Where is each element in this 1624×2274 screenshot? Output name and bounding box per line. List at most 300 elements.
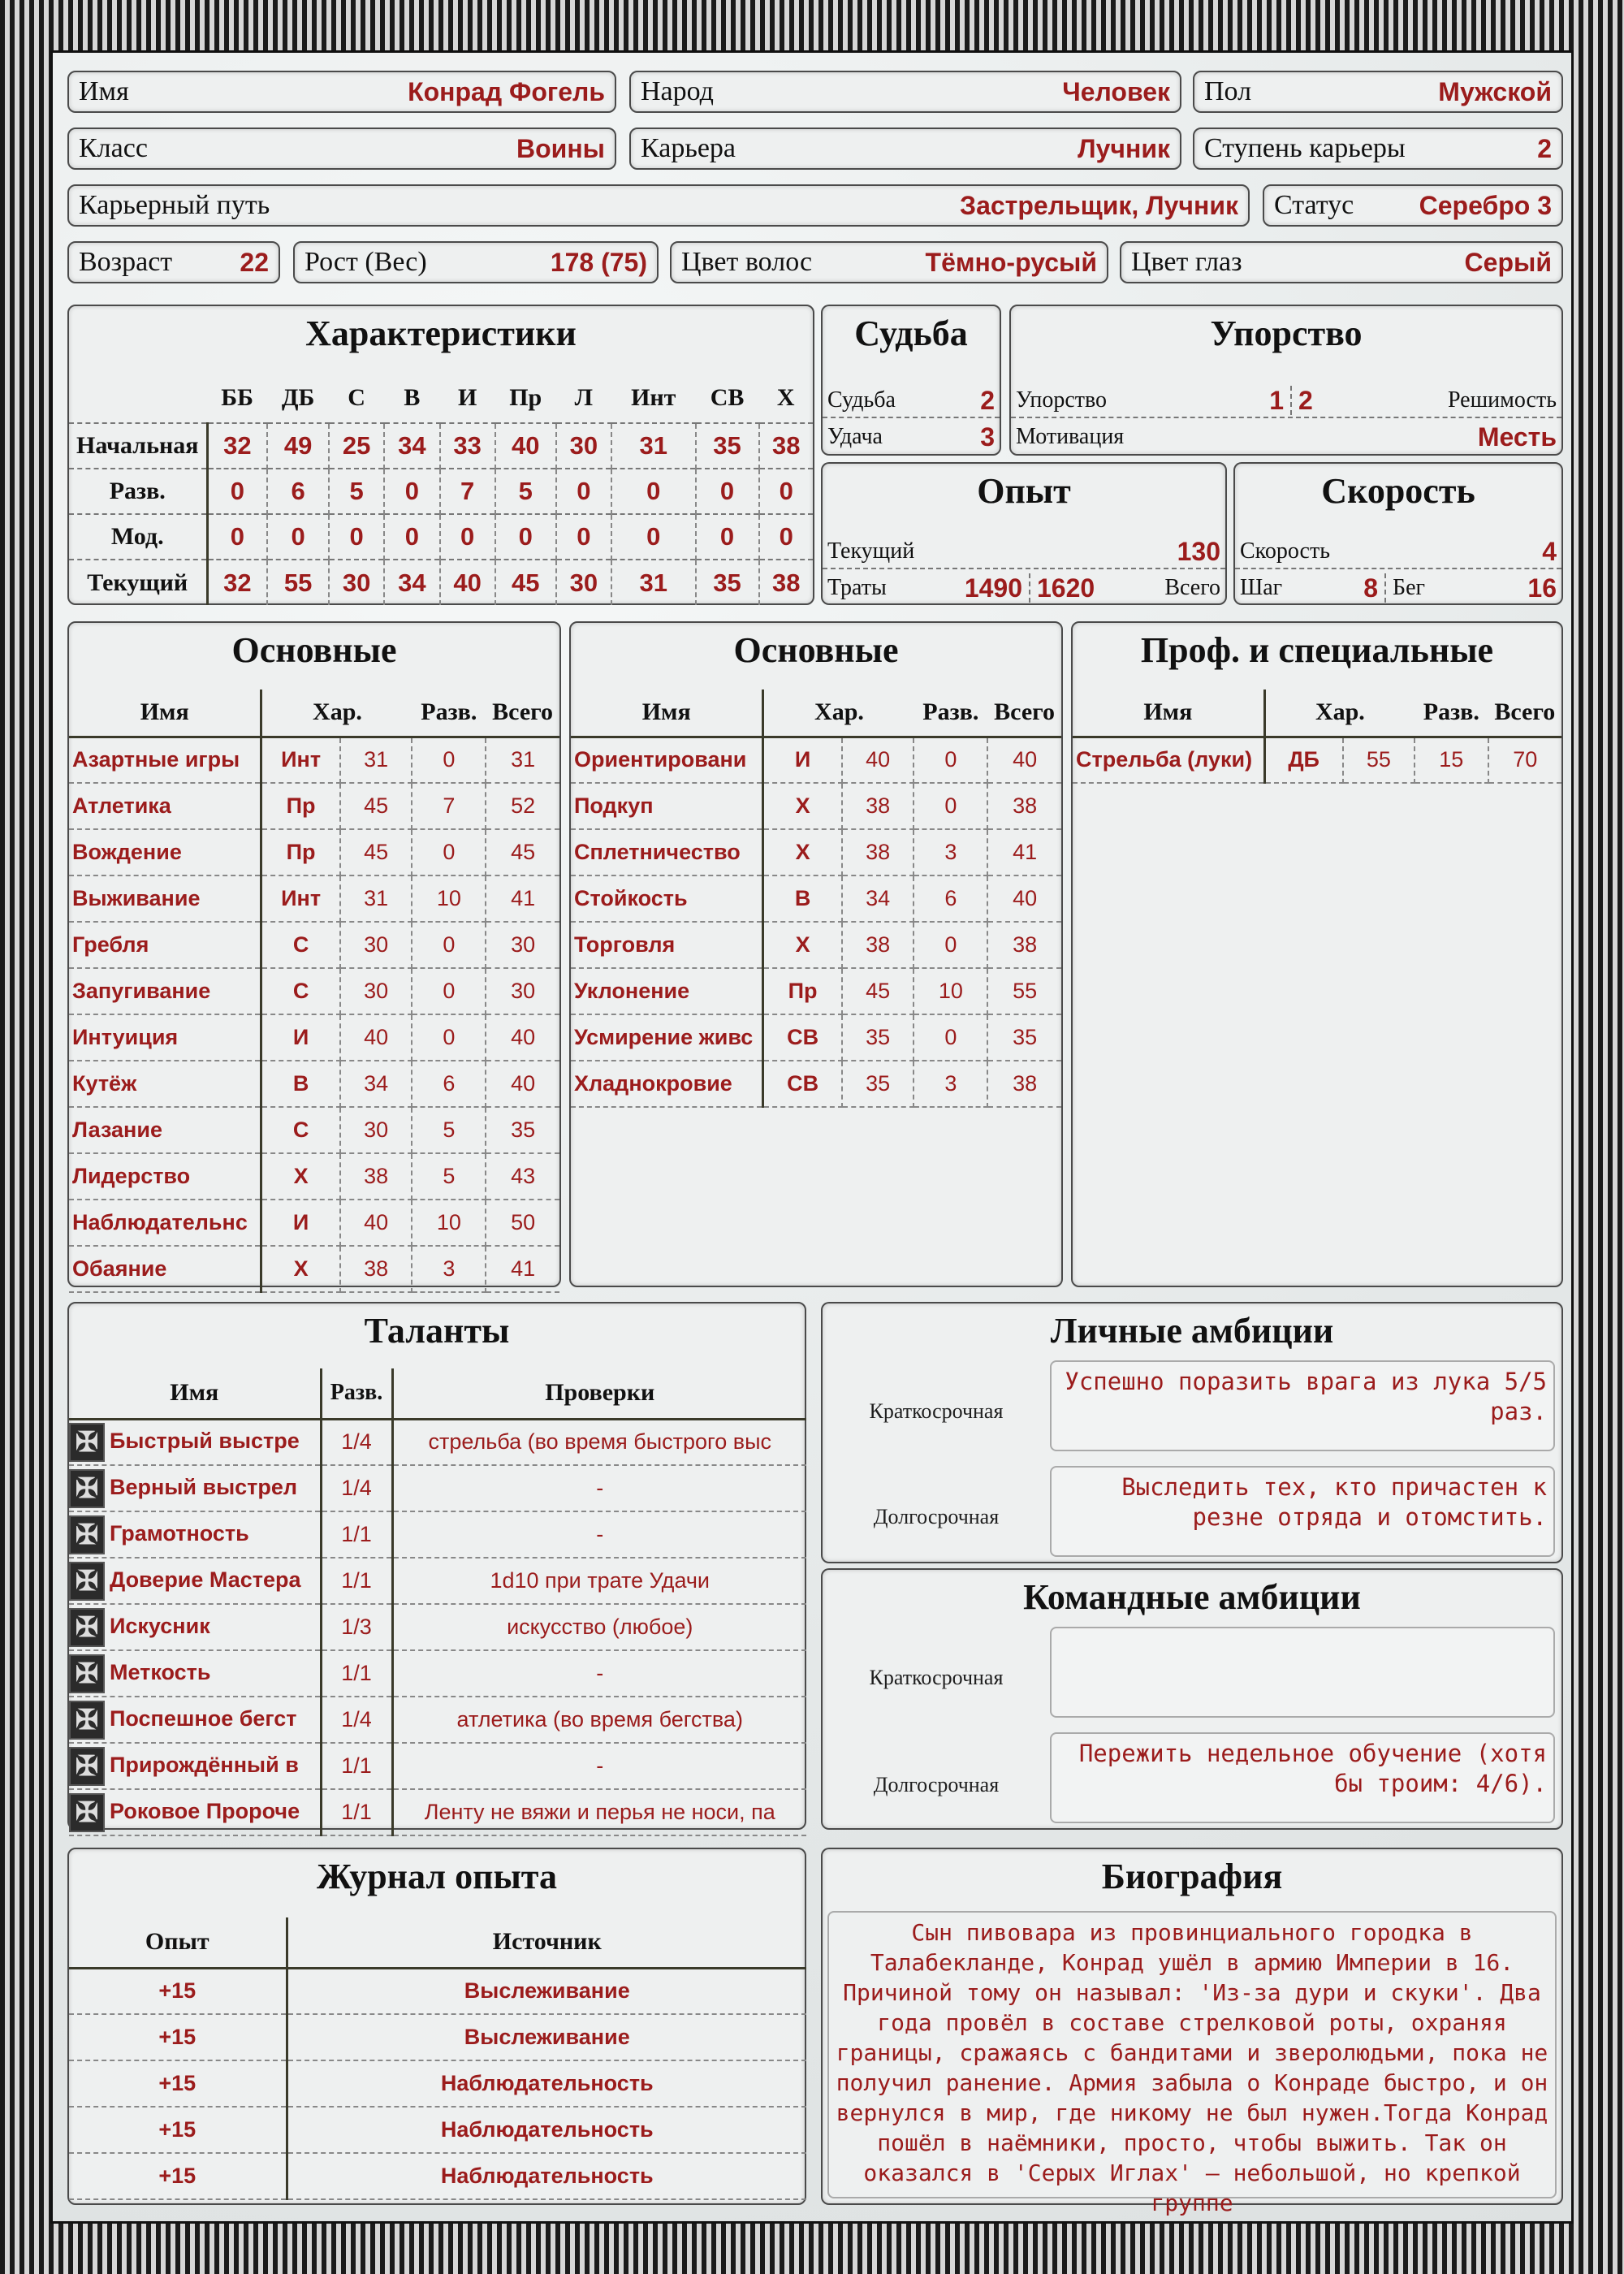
skill-name: Лазание: [69, 1107, 261, 1153]
talent-row[interactable]: [69, 1558, 806, 1604]
skill-total: 35: [987, 1014, 1061, 1061]
header-row: [69, 373, 813, 423]
talent-row[interactable]: [69, 1650, 806, 1697]
skill-characteristic: С: [261, 968, 340, 1014]
char-value[interactable]: 34: [384, 423, 439, 469]
skill-char-value: 34: [842, 875, 914, 922]
talent-tests: искусство (любое): [392, 1604, 806, 1650]
skill-row[interactable]: [571, 783, 1061, 829]
skill-total: 55: [987, 968, 1061, 1014]
skill-row[interactable]: [571, 829, 1061, 875]
skill-row[interactable]: [69, 1014, 559, 1061]
field-name[interactable]: [67, 71, 616, 113]
char-row-label: Разв.: [69, 469, 207, 514]
label: Пол: [1204, 76, 1252, 106]
char-value[interactable]: 38: [759, 423, 813, 469]
panel-title: Упорство: [1210, 313, 1363, 353]
walk-value[interactable]: 8: [1363, 573, 1378, 603]
char-value[interactable]: 32: [207, 560, 267, 605]
skill-row[interactable]: [69, 737, 559, 783]
resilience-value[interactable]: 1: [1269, 385, 1284, 415]
skill-characteristic: В: [261, 1061, 340, 1107]
short-term-label: Краткосрочная: [869, 1399, 1004, 1423]
skills-table: [1073, 690, 1561, 784]
skill-total: 41: [486, 875, 559, 922]
xp-source: Наблюдательность: [287, 2060, 806, 2107]
journal-row[interactable]: [69, 2107, 806, 2153]
skill-row[interactable]: [571, 1061, 1061, 1107]
personal-ambitions-panel: [821, 1302, 1563, 1563]
xp-spent-label: Траты: [827, 575, 887, 600]
skill-advances[interactable]: 0: [412, 737, 486, 783]
char-value[interactable]: 30: [329, 560, 384, 605]
char-row: [69, 469, 813, 514]
skill-total: 40: [486, 1014, 559, 1061]
skill-advances[interactable]: 6: [914, 875, 987, 922]
skill-row[interactable]: [1073, 737, 1561, 783]
char-value[interactable]: 40: [440, 560, 495, 605]
skill-advances[interactable]: 5: [412, 1107, 486, 1153]
char-value[interactable]: 35: [696, 423, 759, 469]
walk-label: Шаг: [1240, 575, 1283, 600]
field-class[interactable]: [67, 128, 616, 170]
char-value[interactable]: 0: [696, 469, 759, 514]
header-row: [69, 690, 559, 737]
cross-icon[interactable]: ✠: [69, 1515, 105, 1554]
col-header: Хар.: [261, 690, 412, 737]
skill-total: 41: [987, 829, 1061, 875]
value: Серебро 3: [1419, 190, 1552, 220]
skill-total: 40: [987, 875, 1061, 922]
panel-title: Характеристики: [305, 313, 577, 353]
char-value[interactable]: 35: [696, 560, 759, 605]
header-row: [69, 1368, 806, 1419]
talent-name-cell: [69, 1604, 321, 1650]
char-row: [69, 560, 813, 605]
skill-advances[interactable]: 10: [412, 1200, 486, 1246]
skill-row[interactable]: [571, 737, 1061, 783]
talent-name-cell: [69, 1419, 321, 1465]
field-eyes[interactable]: [1120, 241, 1563, 283]
skill-char-value: 35: [842, 1014, 914, 1061]
talent-row[interactable]: [69, 1604, 806, 1650]
skill-char-value: 40: [842, 737, 914, 783]
journal-row[interactable]: [69, 2153, 806, 2199]
char-row: [69, 423, 813, 469]
character-sheet: [50, 50, 1574, 2224]
char-value[interactable]: 0: [267, 514, 329, 560]
skill-name: Азартные игры: [69, 737, 261, 783]
char-col-И: И: [457, 383, 477, 411]
char-value[interactable]: 0: [556, 514, 611, 560]
skill-characteristic: Пр: [261, 829, 340, 875]
skill-total: 38: [987, 922, 1061, 968]
char-col-Инт: Инт: [631, 383, 676, 411]
field-age[interactable]: [67, 241, 280, 283]
skill-row[interactable]: [571, 875, 1061, 922]
panel-title: Биография: [1101, 1856, 1283, 1896]
skill-total: 40: [486, 1061, 559, 1107]
char-value[interactable]: 30: [556, 560, 611, 605]
skill-total: 70: [1488, 737, 1561, 783]
skill-total: 50: [486, 1200, 559, 1246]
char-value[interactable]: 0: [384, 469, 439, 514]
cross-icon[interactable]: ✠: [69, 1469, 105, 1508]
skill-advances[interactable]: 6: [412, 1061, 486, 1107]
skill-total: 45: [486, 829, 559, 875]
skill-characteristic: СВ: [763, 1014, 842, 1061]
field-hair[interactable]: [670, 241, 1108, 283]
short-term-ambition[interactable]: [1050, 1627, 1555, 1718]
skill-name: Хладнокровие: [571, 1061, 763, 1107]
long-term-ambition[interactable]: Выследить тех, кто причастен к резне отряда и отомстить.: [1050, 1466, 1555, 1557]
resilience-panel: [1009, 305, 1563, 456]
skill-row[interactable]: [69, 875, 559, 922]
skill-advances[interactable]: 0: [914, 737, 987, 783]
col-header: Хар.: [1264, 690, 1415, 737]
skill-name: Стойкость: [571, 875, 763, 922]
label: Возраст: [79, 247, 173, 277]
panel-title: Опыт: [977, 470, 1071, 511]
xp-source: Выслеживание: [287, 2014, 806, 2060]
talent-name: Быстрый выстре: [110, 1428, 300, 1453]
talent-name: Поспешное бегст: [110, 1706, 297, 1731]
fate-value[interactable]: 2: [980, 385, 995, 415]
corner: [69, 373, 207, 423]
skill-advances[interactable]: 0: [914, 1014, 987, 1061]
skill-name: Торговля: [571, 922, 763, 968]
skill-advances[interactable]: 10: [412, 875, 486, 922]
experience-panel: [821, 462, 1227, 605]
skill-name: Интуиция: [69, 1014, 261, 1061]
talent-advances: 1/1: [321, 1511, 392, 1558]
talent-row[interactable]: [69, 1743, 806, 1789]
talent-tests: -: [392, 1465, 806, 1511]
col-header: Разв.: [914, 690, 987, 737]
char-value[interactable]: 40: [495, 423, 556, 469]
experience-journal-panel: [67, 1848, 806, 2205]
label: Статус: [1274, 190, 1354, 220]
char-value[interactable]: 33: [440, 423, 495, 469]
talent-name: Роковое Пророче: [110, 1798, 300, 1823]
label: Цвет волос: [681, 247, 813, 277]
talent-tests: 1d10 при трате Удачи: [392, 1558, 806, 1604]
skill-characteristic: Х: [261, 1153, 340, 1200]
char-value[interactable]: 0: [759, 469, 813, 514]
skill-name: Запугивание: [69, 968, 261, 1014]
skill-total: 38: [987, 1061, 1061, 1107]
char-value[interactable]: 0: [207, 514, 267, 560]
talent-tests: стрельба (во время быстрого выс: [392, 1419, 806, 1465]
col-header: Имя: [571, 690, 763, 737]
journal-row[interactable]: [69, 2014, 806, 2060]
skill-row[interactable]: [69, 1153, 559, 1200]
skill-char-value: 40: [340, 1200, 412, 1246]
char-value[interactable]: 0: [495, 514, 556, 560]
long-term-label: Долгосрочная: [873, 1505, 1000, 1528]
skill-char-value: 45: [340, 783, 412, 829]
col-header: Разв.: [321, 1368, 392, 1419]
skill-row[interactable]: [69, 1200, 559, 1246]
skill-total: 31: [486, 737, 559, 783]
talent-row[interactable]: [69, 1465, 806, 1511]
skill-char-value: 38: [842, 922, 914, 968]
xp-total-label: Всего: [1164, 575, 1220, 600]
value: 178 (75): [550, 247, 647, 277]
skill-advances[interactable]: 0: [412, 922, 486, 968]
char-value[interactable]: 55: [267, 560, 329, 605]
skill-characteristic: С: [261, 922, 340, 968]
cross-icon[interactable]: ✠: [69, 1793, 105, 1832]
skill-advances[interactable]: 3: [914, 1061, 987, 1107]
advanced-skills-panel: [1071, 621, 1563, 1287]
skills-table: [69, 690, 559, 1293]
skill-char-value: 38: [842, 783, 914, 829]
skill-advances[interactable]: 0: [914, 922, 987, 968]
char-row-label: Начальная: [69, 423, 207, 469]
talent-tests: Ленту не вяжи и перья не носи, па: [392, 1789, 806, 1835]
long-term-ambition[interactable]: Пережить недельное обучение (хотя бы троим: 4/6).: [1050, 1732, 1555, 1823]
field-sex[interactable]: [1193, 71, 1563, 113]
skill-advances[interactable]: 0: [412, 968, 486, 1014]
xp-amount: +15: [69, 2107, 287, 2153]
luck-value[interactable]: 3: [980, 422, 995, 452]
label: Карьерный путь: [79, 190, 270, 220]
fate-label: Судьба: [827, 387, 896, 413]
motivation-value[interactable]: Месть: [1477, 422, 1557, 452]
field-career-level[interactable]: [1193, 128, 1563, 170]
talent-tests: атлетика (во время бегства): [392, 1697, 806, 1743]
cross-icon[interactable]: ✠: [69, 1423, 105, 1462]
talent-row[interactable]: [69, 1697, 806, 1743]
skill-row[interactable]: [571, 968, 1061, 1014]
skill-char-value: 31: [340, 875, 412, 922]
char-value[interactable]: 6: [267, 469, 329, 514]
luck-label: Удача: [827, 424, 883, 449]
skill-name: Лидерство: [69, 1153, 261, 1200]
field-career-path[interactable]: [67, 184, 1250, 227]
cross-icon[interactable]: ✠: [69, 1608, 105, 1647]
char-value[interactable]: 0: [207, 469, 267, 514]
char-value[interactable]: 0: [440, 514, 495, 560]
char-value[interactable]: 49: [267, 423, 329, 469]
value: Мужской: [1438, 76, 1552, 106]
char-value[interactable]: 34: [384, 560, 439, 605]
skill-row[interactable]: [571, 1014, 1061, 1061]
col-header: Источник: [287, 1917, 806, 1968]
talent-advances: 1/4: [321, 1697, 392, 1743]
biography-text[interactable]: Сын пивовара из провинциального городка в Талабекланде, Конрад ушёл в армию Империи в 16. Причиной тому он называл: 'Из-за дури и скуки'. Два года провёл в составе стрелковой роты, охраняя границы, сражаясь с бандитами и зверолюдьми, пока не получил ранение. Армия забыла о Конраде быстро, и он вернулся в мир, где никому не был нужен.Тогда Конрад пошёл в наёмники, просто, чтобы выжить. Так он оказался в 'Серых Иглах' — небольшой, но крепкой группе: [827, 1911, 1557, 2198]
field-career[interactable]: [629, 128, 1181, 170]
skill-char-value: 45: [340, 829, 412, 875]
motivation-label: Мотивация: [1016, 424, 1125, 449]
talent-name-cell: [69, 1743, 321, 1789]
field-height[interactable]: [293, 241, 659, 283]
short-term-ambition[interactable]: Успешно поразить врага из лука 5/5 раз.: [1050, 1360, 1555, 1451]
skill-advances[interactable]: 5: [412, 1153, 486, 1200]
skill-name: Атлетика: [69, 783, 261, 829]
header-row: [69, 1917, 806, 1968]
label: Ступень карьеры: [1204, 133, 1406, 163]
skill-advances[interactable]: 15: [1415, 737, 1488, 783]
skill-row[interactable]: [69, 968, 559, 1014]
talent-name-cell: [69, 1465, 321, 1511]
journal-row[interactable]: [69, 1968, 806, 2014]
char-col-ББ: ББ: [221, 383, 253, 411]
xp-spent-value[interactable]: 1490: [964, 573, 1022, 603]
char-value[interactable]: 31: [611, 423, 696, 469]
skill-char-value: 55: [1343, 737, 1415, 783]
char-col-С: С: [348, 383, 365, 411]
char-col-СВ: СВ: [710, 383, 745, 411]
skill-row[interactable]: [69, 829, 559, 875]
skill-char-value: 38: [340, 1246, 412, 1292]
value: Конрад Фогель: [408, 76, 605, 106]
skill-advances[interactable]: 10: [914, 968, 987, 1014]
party-ambitions-panel: [821, 1568, 1563, 1830]
talent-row[interactable]: [69, 1789, 806, 1835]
skill-name: Кутёж: [69, 1061, 261, 1107]
skill-name: Уклонение: [571, 968, 763, 1014]
field-status[interactable]: [1263, 184, 1563, 227]
speed-value[interactable]: 4: [1542, 536, 1557, 566]
col-header: Разв.: [1415, 690, 1488, 737]
label: Класс: [79, 133, 148, 163]
char-value[interactable]: 0: [759, 514, 813, 560]
char-value[interactable]: 0: [611, 469, 696, 514]
xp-total-value[interactable]: 1620: [1037, 573, 1095, 603]
skill-char-value: 38: [842, 829, 914, 875]
skill-advances[interactable]: 0: [412, 829, 486, 875]
skill-total: 52: [486, 783, 559, 829]
panel-title: Основные: [733, 629, 899, 670]
skill-advances[interactable]: 7: [412, 783, 486, 829]
basic-skills-panel-1: [67, 621, 561, 1287]
cross-icon[interactable]: ✠: [69, 1701, 105, 1740]
panel-title: Судьба: [854, 313, 968, 353]
journal-row[interactable]: [69, 2060, 806, 2107]
skill-characteristic: Х: [261, 1246, 340, 1292]
skill-characteristic: Х: [763, 783, 842, 829]
cross-icon[interactable]: ✠: [69, 1747, 105, 1786]
skill-advances[interactable]: 3: [914, 829, 987, 875]
col-header: Всего: [1488, 690, 1561, 737]
char-value[interactable]: 5: [495, 469, 556, 514]
talent-advances: 1/1: [321, 1558, 392, 1604]
skill-row[interactable]: [69, 1107, 559, 1153]
field-people[interactable]: [629, 71, 1181, 113]
skill-name: Стрельба (луки): [1073, 737, 1264, 783]
skill-char-value: 30: [340, 1107, 412, 1153]
panel-title: Проф. и специальные: [1140, 629, 1494, 670]
resolve-value[interactable]: 2: [1298, 385, 1313, 415]
skill-name: Гребля: [69, 922, 261, 968]
char-value[interactable]: 45: [495, 560, 556, 605]
char-col-В: В: [404, 383, 421, 411]
skill-name: Ориентировани: [571, 737, 763, 783]
char-value[interactable]: 0: [611, 514, 696, 560]
label: Имя: [79, 76, 129, 106]
char-value[interactable]: 31: [611, 560, 696, 605]
skill-total: 30: [486, 922, 559, 968]
talent-name: Прирождённый в: [110, 1752, 299, 1777]
char-row: [69, 514, 813, 560]
xp-source: Выслеживание: [287, 1968, 806, 2014]
cross-icon[interactable]: ✠: [69, 1654, 105, 1693]
skill-name: Выживание: [69, 875, 261, 922]
char-value[interactable]: 0: [329, 514, 384, 560]
xp-current-value[interactable]: 130: [1177, 536, 1220, 566]
char-value[interactable]: 0: [556, 469, 611, 514]
char-value[interactable]: 32: [207, 423, 267, 469]
skill-row[interactable]: [571, 922, 1061, 968]
talent-name-cell: [69, 1697, 321, 1743]
char-value[interactable]: 0: [696, 514, 759, 560]
xp-amount: +15: [69, 2014, 287, 2060]
char-value[interactable]: 0: [384, 514, 439, 560]
char-col-Х: Х: [776, 383, 795, 411]
talent-tests: -: [392, 1743, 806, 1789]
skill-total: 40: [987, 737, 1061, 783]
char-value[interactable]: 30: [556, 423, 611, 469]
talent-advances: 1/3: [321, 1604, 392, 1650]
talent-row[interactable]: [69, 1511, 806, 1558]
col-header: Опыт: [69, 1917, 287, 1968]
run-value[interactable]: 16: [1527, 573, 1557, 603]
skill-advances[interactable]: 0: [914, 783, 987, 829]
skill-char-value: 34: [340, 1061, 412, 1107]
skill-advances[interactable]: 0: [412, 1014, 486, 1061]
col-header: Всего: [486, 690, 559, 737]
short-term-label: Краткосрочная: [869, 1666, 1004, 1689]
value: Застрельщик, Лучник: [960, 190, 1238, 220]
char-value[interactable]: 25: [329, 423, 384, 469]
skill-advances[interactable]: 3: [412, 1246, 486, 1292]
skill-char-value: 30: [340, 922, 412, 968]
col-header: Имя: [1073, 690, 1264, 737]
panel-title: Скорость: [1321, 470, 1475, 511]
skill-row[interactable]: [69, 1246, 559, 1292]
skill-char-value: 30: [340, 968, 412, 1014]
xp-amount: +15: [69, 2153, 287, 2199]
label: Рост (Вес): [304, 247, 427, 277]
xp-amount: +15: [69, 1968, 287, 2014]
char-value[interactable]: 7: [440, 469, 495, 514]
skill-total: 30: [486, 968, 559, 1014]
cross-icon[interactable]: ✠: [69, 1562, 105, 1601]
resilience-label: Упорство: [1016, 387, 1108, 413]
col-header: Проверки: [392, 1368, 806, 1419]
char-value[interactable]: 5: [329, 469, 384, 514]
skill-name: Сплетничество: [571, 829, 763, 875]
long-term-label: Долгосрочная: [873, 1773, 1000, 1796]
char-col-Пр: Пр: [509, 383, 542, 411]
talents-panel: [67, 1302, 806, 1830]
skill-row[interactable]: [69, 1061, 559, 1107]
skill-characteristic: Инт: [261, 875, 340, 922]
talent-row[interactable]: [69, 1419, 806, 1465]
skill-row[interactable]: [69, 783, 559, 829]
talent-name: Меткость: [110, 1659, 211, 1684]
panel-title: Личные амбиции: [1050, 1310, 1334, 1351]
col-header: Имя: [69, 1368, 321, 1419]
panel-title: Таланты: [364, 1310, 510, 1351]
skill-row[interactable]: [69, 922, 559, 968]
char-value[interactable]: 38: [759, 560, 813, 605]
skill-name: Подкуп: [571, 783, 763, 829]
talent-name-cell: [69, 1558, 321, 1604]
skill-characteristic: ДБ: [1264, 737, 1342, 783]
